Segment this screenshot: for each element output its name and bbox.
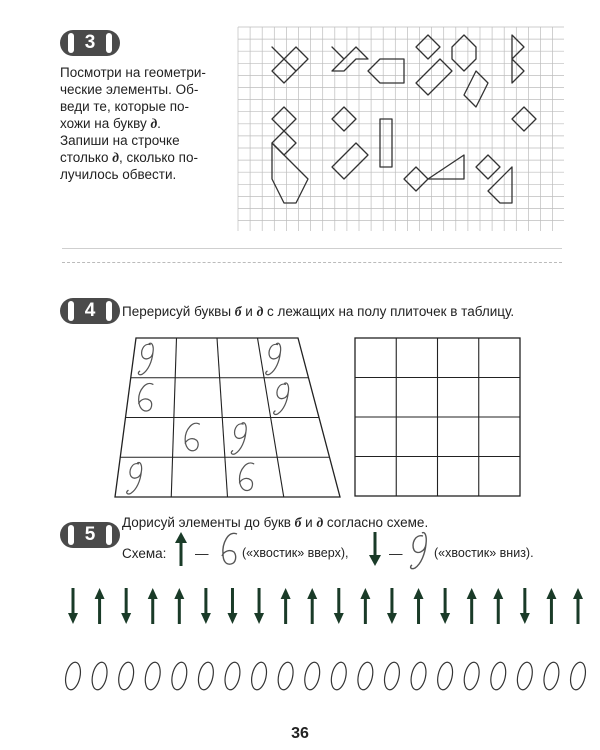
up-arrow-icon bbox=[174, 588, 184, 624]
letter-stroke bbox=[231, 423, 246, 454]
letter-b: б bbox=[294, 515, 302, 530]
oval bbox=[435, 661, 455, 691]
scheme-down-text: («хвостик» вниз). bbox=[434, 546, 534, 560]
arrow-shaft bbox=[550, 598, 553, 624]
down-arrow-icon bbox=[440, 588, 450, 624]
answer-line-top[interactable] bbox=[62, 248, 562, 249]
task-3-line-6: столько д, сколько по- bbox=[60, 150, 198, 165]
arrow-head bbox=[440, 613, 450, 624]
arrow-head bbox=[387, 613, 397, 624]
arrow-shaft bbox=[98, 598, 101, 624]
letter-stroke bbox=[266, 343, 281, 374]
oval bbox=[356, 661, 376, 691]
tile-letter-d bbox=[127, 462, 142, 493]
task-3-line-1: Посмотри на геометри- bbox=[60, 65, 206, 80]
tile-letter-b bbox=[239, 463, 253, 491]
arrow-shaft bbox=[311, 598, 314, 624]
task-5-badge bbox=[60, 522, 120, 548]
letter-b: б bbox=[234, 304, 242, 319]
letter-stroke bbox=[127, 462, 142, 493]
oval bbox=[329, 661, 349, 691]
answer-line-bottom[interactable] bbox=[62, 262, 562, 263]
arrow-head bbox=[334, 613, 344, 624]
arrow-head bbox=[121, 613, 131, 624]
geometric-element bbox=[476, 155, 500, 179]
answer-table-grid[interactable] bbox=[350, 335, 525, 500]
arrow-head bbox=[227, 613, 237, 624]
arrow-sequence bbox=[55, 588, 575, 628]
up-arrow-icon bbox=[360, 588, 370, 624]
task-3-line-2: ческие элементы. Об- bbox=[60, 82, 199, 97]
oval bbox=[542, 661, 562, 691]
up-arrow-icon bbox=[307, 588, 317, 624]
arrow-shaft bbox=[284, 598, 287, 624]
oval bbox=[568, 661, 588, 691]
arrow-head bbox=[95, 588, 105, 599]
task-3-line-4: хожи на букву д. bbox=[60, 116, 161, 131]
tile-letter-d bbox=[274, 383, 289, 414]
oval bbox=[170, 661, 190, 691]
task-3-instruction bbox=[60, 64, 230, 183]
oval bbox=[276, 661, 296, 691]
scheme-letter-d-script bbox=[405, 530, 435, 570]
letter-d: д bbox=[316, 515, 324, 530]
arrow-shaft bbox=[72, 588, 75, 614]
arrow-head bbox=[148, 588, 158, 599]
down-arrow-icon bbox=[121, 588, 131, 624]
letter-d: д bbox=[150, 116, 158, 131]
arrow-shaft bbox=[390, 588, 393, 614]
task-3-line-7: лучилось обвести. bbox=[60, 167, 177, 182]
down-arrow-icon bbox=[254, 588, 264, 624]
up-arrow-icon bbox=[414, 588, 424, 624]
page-number: 36 bbox=[291, 725, 309, 742]
oval bbox=[409, 661, 429, 691]
up-arrow-icon bbox=[493, 588, 503, 624]
arrow-shaft bbox=[337, 588, 340, 614]
letter-stroke bbox=[139, 383, 153, 411]
letter-d: д bbox=[112, 150, 119, 165]
oval bbox=[249, 661, 269, 691]
geometric-element bbox=[512, 35, 524, 83]
letter-d: д bbox=[256, 304, 264, 319]
geometric-element bbox=[428, 155, 464, 179]
down-arrow-icon bbox=[520, 588, 530, 624]
task-3-number: 3 bbox=[84, 32, 96, 53]
oval bbox=[196, 661, 216, 691]
oval bbox=[143, 661, 163, 691]
arrow-shaft bbox=[577, 598, 580, 624]
tile-letter-b bbox=[185, 423, 199, 451]
arrow-head bbox=[414, 588, 424, 599]
arrow-head bbox=[360, 588, 370, 599]
down-arrow-icon bbox=[201, 588, 211, 624]
letter-stroke bbox=[239, 463, 253, 491]
oval-sequence[interactable] bbox=[55, 658, 575, 694]
arrow-shaft bbox=[444, 588, 447, 614]
geometric-element bbox=[332, 47, 368, 71]
geometric-element bbox=[332, 107, 356, 131]
arrow-head bbox=[546, 588, 556, 599]
arrow-head bbox=[520, 613, 530, 624]
up-arrow-icon bbox=[148, 588, 158, 624]
arrow-head bbox=[68, 613, 78, 624]
geometric-element bbox=[512, 107, 536, 131]
down-arrow-icon bbox=[227, 588, 237, 624]
arrow-shaft bbox=[231, 588, 234, 614]
arrow-shaft bbox=[204, 588, 207, 614]
task-4-badge bbox=[60, 298, 120, 324]
tile-letter-d bbox=[266, 343, 281, 374]
arrow-shaft bbox=[178, 598, 181, 624]
arrow-shaft bbox=[151, 598, 154, 624]
letter-stroke bbox=[138, 343, 153, 374]
oval bbox=[116, 661, 136, 691]
oval bbox=[63, 661, 83, 691]
task-4-number: 4 bbox=[84, 300, 96, 321]
scheme-label: Схема: bbox=[122, 546, 167, 561]
scheme-letter-b-script bbox=[212, 530, 242, 566]
arrow-shaft bbox=[417, 598, 420, 624]
arrow-head bbox=[174, 588, 184, 599]
task-3-shapes-grid bbox=[238, 27, 564, 231]
arrow-shaft bbox=[125, 588, 128, 614]
letter-stroke bbox=[274, 383, 289, 414]
letter-stroke bbox=[185, 423, 199, 451]
geometric-element bbox=[368, 59, 404, 83]
task-3-line-3: веди те, которые по- bbox=[60, 99, 190, 114]
oval bbox=[489, 661, 509, 691]
geometric-element bbox=[416, 59, 452, 95]
arrow-head bbox=[281, 588, 291, 599]
tile-letter-d bbox=[231, 423, 246, 454]
arrow-shaft bbox=[523, 588, 526, 614]
scheme-dash-2: — bbox=[389, 546, 403, 561]
geometric-element bbox=[332, 143, 368, 179]
oval bbox=[515, 661, 535, 691]
up-arrow-icon bbox=[546, 588, 556, 624]
task-3-badge bbox=[60, 30, 120, 56]
task-5-instruction: Дорисуй элементы до букв б и д согласно схеме. bbox=[122, 515, 429, 530]
tile-letter-d bbox=[138, 343, 153, 374]
down-arrow-icon bbox=[334, 588, 344, 624]
task-3-line-5: Запиши на строчке bbox=[60, 133, 180, 148]
task-4-instruction: Перерисуй буквы б и д с лежащих на полу плиточек в таблицу. bbox=[122, 304, 515, 319]
scheme-up-arrow-icon bbox=[175, 532, 187, 566]
up-arrow-icon bbox=[95, 588, 105, 624]
scheme-up-text: («хвостик» вверх), bbox=[242, 546, 349, 560]
arrow-shaft bbox=[258, 588, 261, 614]
down-arrow-icon bbox=[387, 588, 397, 624]
down-arrow-icon bbox=[68, 588, 78, 624]
arrow-shaft bbox=[470, 598, 473, 624]
oval bbox=[223, 661, 243, 691]
scheme-dash-1: — bbox=[195, 546, 209, 561]
up-arrow-icon bbox=[467, 588, 477, 624]
up-arrow-icon bbox=[573, 588, 583, 624]
tile-letter-b bbox=[139, 383, 153, 411]
arrow-shaft bbox=[497, 598, 500, 624]
up-arrow-icon bbox=[281, 588, 291, 624]
arrow-head bbox=[467, 588, 477, 599]
geometric-element bbox=[272, 47, 308, 83]
scheme-down-arrow-icon bbox=[369, 532, 381, 566]
oval bbox=[90, 661, 110, 691]
arrow-head bbox=[201, 613, 211, 624]
arrow-head bbox=[573, 588, 583, 599]
arrow-shaft bbox=[364, 598, 367, 624]
oval bbox=[462, 661, 482, 691]
oval bbox=[302, 661, 322, 691]
task-5-number: 5 bbox=[84, 524, 96, 545]
geometric-element bbox=[272, 143, 308, 203]
floor-tiles-trapezoid bbox=[110, 335, 345, 500]
arrow-head bbox=[307, 588, 317, 599]
arrow-head bbox=[493, 588, 503, 599]
oval bbox=[382, 661, 402, 691]
arrow-head bbox=[254, 613, 264, 624]
